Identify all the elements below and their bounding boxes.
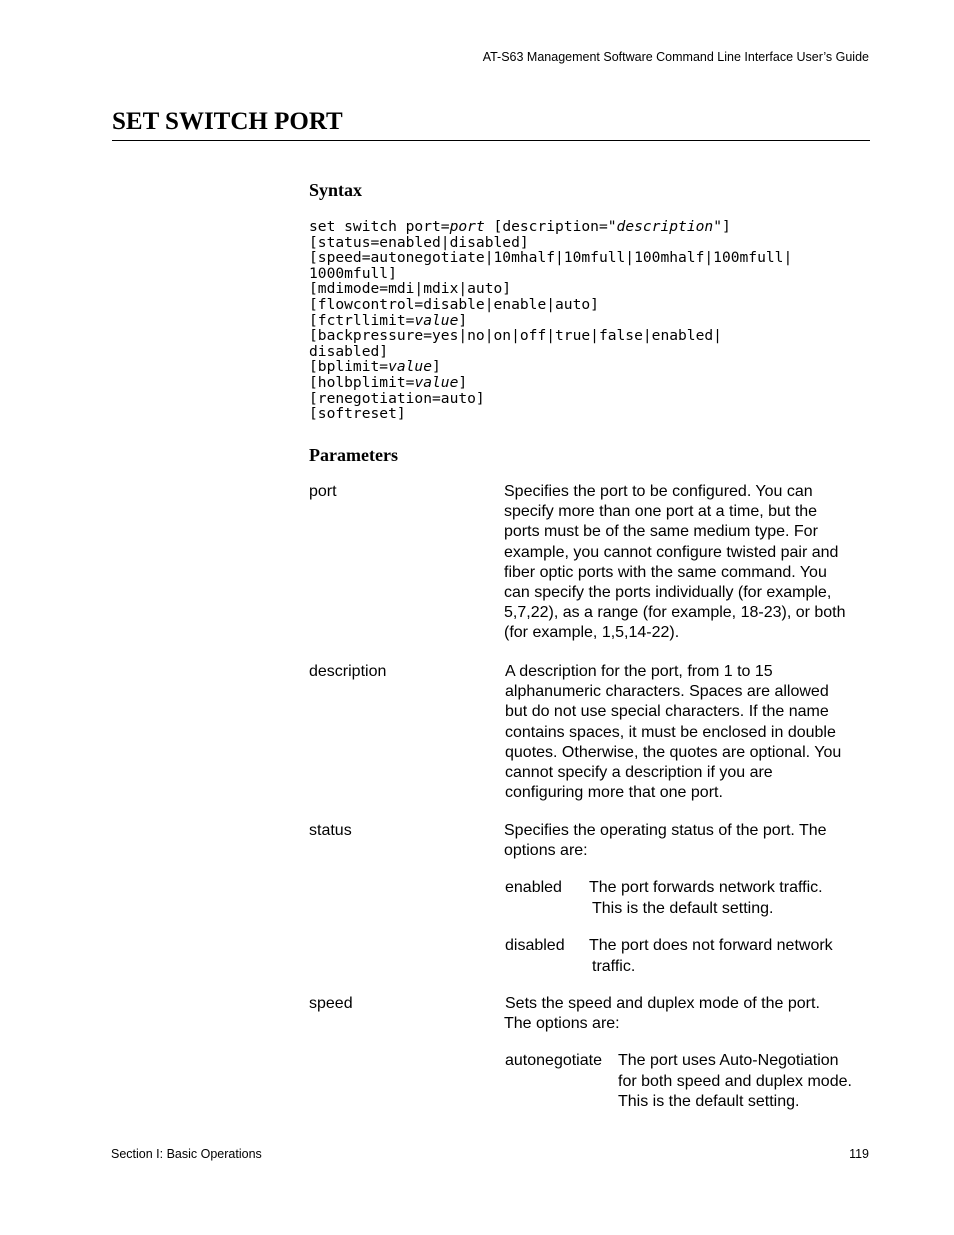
desc-line: A description for the port, from 1 to 15	[505, 663, 773, 680]
option-desc-enabled	[589, 878, 859, 919]
desc-line: options are:	[504, 842, 588, 860]
syntax-variable: value	[414, 373, 459, 391]
desc-line: 5,7,22), as a range (for example, 18-23), or both	[504, 604, 846, 622]
desc-line: for both speed and duplex mode.	[618, 1072, 852, 1090]
syntax-line: [backpressure=yes|no|on|off|true|false|enabled|	[309, 327, 722, 345]
desc-line: The port forwards network traffic.	[589, 879, 823, 896]
syntax-heading: Syntax	[309, 180, 363, 200]
desc-line: but do not use special characters. If the name	[505, 703, 829, 721]
desc-line: cannot specify a description if you are	[505, 764, 773, 782]
running-header: AT-S63 Management Software Command Line Interface User’s Guide	[482, 50, 869, 64]
syntax-line: disabled]	[309, 342, 389, 360]
footer-section: Section I: Basic Operations	[111, 1147, 262, 1161]
option-desc-disabled	[589, 936, 859, 977]
syntax-text: ]	[458, 373, 468, 391]
desc-line: example, you cannot configure twisted pair and	[504, 543, 839, 561]
desc-line: The port does not forward network	[589, 937, 833, 954]
syntax-variable: value	[414, 311, 459, 329]
param-desc-port	[504, 482, 874, 644]
desc-line: Specifies the operating status of the port. The	[504, 822, 827, 839]
parameters-heading: Parameters	[309, 445, 398, 465]
desc-line: Sets the speed and duplex mode of the port.	[505, 995, 820, 1012]
desc-line: configuring more that one port.	[505, 784, 723, 802]
syntax-line: [renegotiation=auto]	[309, 389, 485, 407]
syntax-text: [fctrllimit=	[309, 311, 415, 329]
syntax-line: 1000mfull]	[309, 264, 397, 282]
title-divider	[112, 140, 870, 141]
desc-line: ports must be of the same medium type. For	[504, 523, 818, 541]
syntax-variable: description	[616, 218, 714, 235]
desc-line: specify more than one port at a time, but the	[504, 503, 818, 521]
desc-line: The options are:	[504, 1015, 620, 1033]
syntax-code-block	[309, 219, 792, 422]
syntax-line: [softreset]	[309, 405, 406, 423]
syntax-text: ]	[458, 311, 468, 329]
syntax-variable: value	[388, 358, 433, 376]
syntax-text: set switch port=	[309, 218, 450, 235]
syntax-line: [mdimode=mdi|mdix|auto]	[309, 280, 512, 298]
desc-line: Specifies the port to be configured. You can	[504, 483, 813, 500]
desc-line: This is the default setting.	[592, 899, 774, 917]
desc-line: The port uses Auto-Negotiation	[618, 1052, 839, 1069]
desc-line: alphanumeric characters. Spaces are allowed	[505, 683, 829, 701]
syntax-line: [speed=autonegotiate|10mhalf|10mfull|100mhalf|100mfull|	[309, 249, 793, 267]
syntax-line: [status=enabled|disabled]	[309, 233, 529, 251]
param-name-speed: speed	[309, 995, 353, 1012]
page-number: 119	[849, 1147, 869, 1161]
desc-line: can specify the ports individually (for example,	[504, 584, 832, 602]
syntax-text: [description="	[484, 218, 617, 235]
param-desc-status	[504, 821, 874, 861]
syntax-text: ]	[432, 358, 441, 376]
desc-line: fiber optic ports with the same command. You	[504, 563, 827, 581]
desc-line: (for example, 1,5,14-22).	[504, 624, 680, 642]
option-name-enabled: enabled	[505, 879, 562, 896]
param-desc-speed	[504, 994, 874, 1034]
desc-line: contains spaces, it must be enclosed in double	[505, 723, 836, 741]
desc-line: This is the default setting.	[618, 1093, 800, 1110]
desc-line: traffic.	[592, 957, 636, 975]
param-desc-description	[505, 662, 875, 803]
syntax-text: [holbplimit=	[309, 373, 415, 391]
syntax-variable: port	[449, 218, 485, 235]
page-title: SET SWITCH PORT	[112, 108, 343, 135]
desc-line: quotes. Otherwise, the quotes are optional. You	[505, 743, 842, 761]
syntax-text: "]	[713, 218, 731, 235]
param-name-description: description	[309, 663, 387, 680]
option-desc-autonegotiate	[618, 1051, 870, 1113]
option-name-autonegotiate: autonegotiate	[505, 1052, 602, 1069]
option-name-disabled: disabled	[505, 937, 565, 954]
syntax-line: [flowcontrol=disable|enable|auto]	[309, 295, 599, 313]
param-name-port: port	[309, 483, 337, 500]
param-name-status: status	[309, 822, 352, 839]
syntax-text: [bplimit=	[309, 358, 389, 376]
